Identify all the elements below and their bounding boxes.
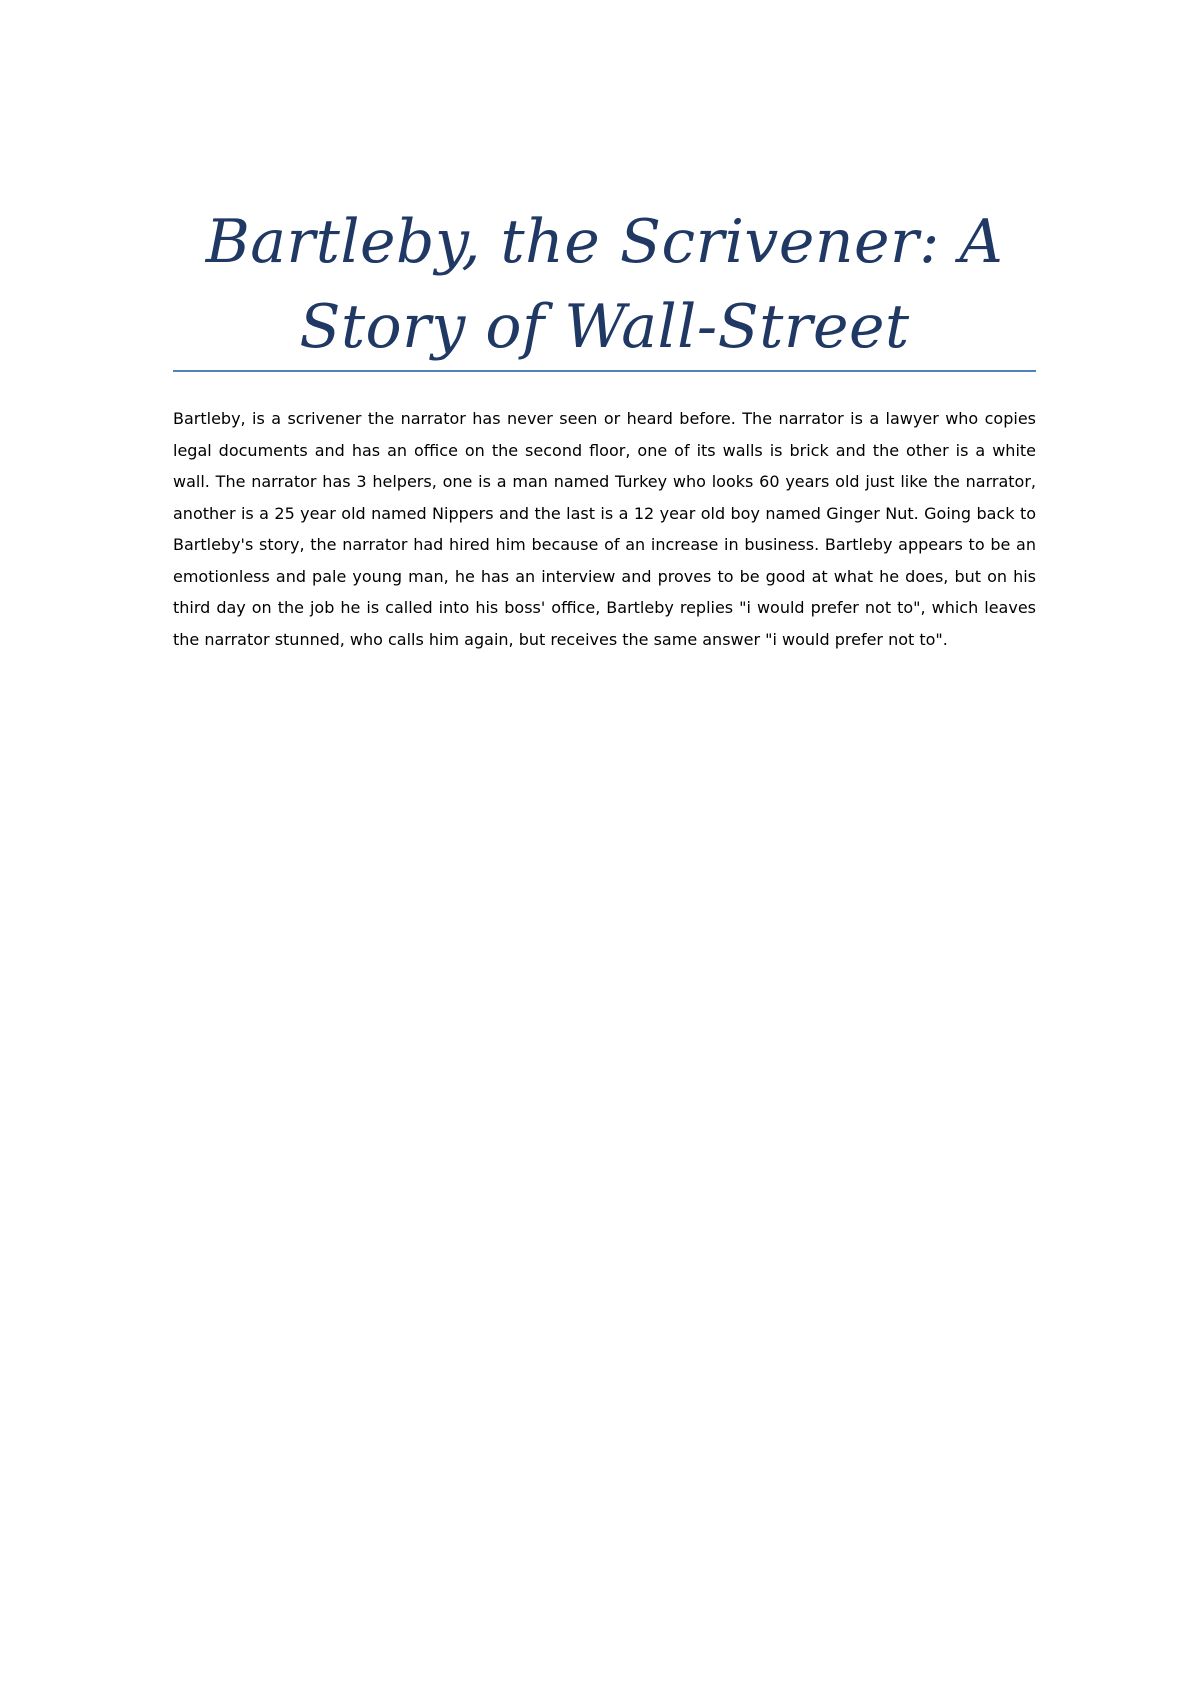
document-title: Bartleby, the Scrivener: A Story of Wall-Street [205,207,1004,362]
body-paragraph: Bartleby, is a scrivener the narrator has never seen or heard before. The narrator is a lawyer who copies legal documents and has an office on the second floor, one of its walls is brick and the other is a white wall. The narrator has 3 helpers, one is a man named Turkey who looks 60 years old just like the narrator, another is a 25 year old named Nippers and the last is a 12 year old boy named Ginger Nut. Going back to Bartleby's story, the narrator had hired him because of an increase in business. Bartleby appears to be an emotionless and pale young man, he has an interview and proves to be good at what he does, but on his third day on the job he is called into his boss' office, Bartleby replies "i would prefer not to", which leaves the narrator stunned, who calls him again, but receives the same answer "i would prefer not to". [173,409,1036,649]
title-underline-rule [173,370,1036,372]
